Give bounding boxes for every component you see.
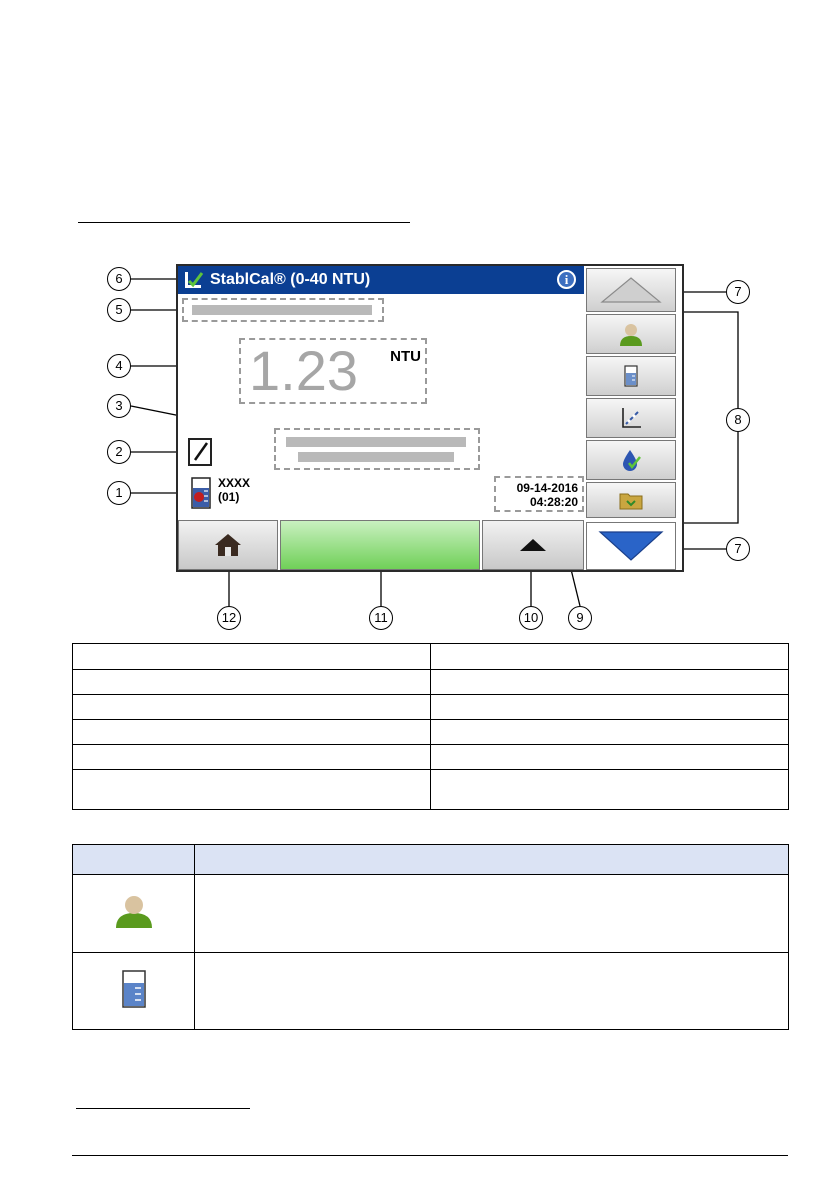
title-bar — [178, 266, 584, 294]
callout-7-top: 7 — [726, 280, 750, 304]
folder-icon — [619, 490, 643, 510]
legend-table — [72, 643, 789, 810]
sample-id-number: (01) — [218, 490, 240, 504]
table-row — [73, 670, 789, 695]
instruction-area — [274, 428, 480, 470]
scroll-down-button[interactable] — [586, 522, 676, 570]
table-row — [73, 720, 789, 745]
status-placeholder-bar — [192, 305, 372, 315]
sample-id-name: XXXX — [218, 476, 251, 490]
triangle-up-icon — [600, 276, 662, 304]
date-time — [494, 476, 584, 512]
icon-table — [72, 844, 789, 1030]
reading-value: 1.23 — [249, 339, 358, 402]
time-text: 04:28:20 — [529, 495, 578, 509]
reading-area — [239, 338, 427, 404]
instrument-screen — [176, 264, 684, 572]
user-icon — [114, 893, 154, 929]
table-row — [73, 953, 789, 1030]
callout-4: 4 — [107, 354, 131, 378]
sample-button[interactable] — [586, 356, 676, 396]
verification-button[interactable] — [586, 440, 676, 480]
status-area — [182, 298, 384, 322]
callout-9: 9 — [568, 606, 592, 630]
callout-5: 5 — [107, 298, 131, 322]
scroll-up-button[interactable] — [586, 268, 676, 312]
footer-rule — [72, 1155, 788, 1156]
calibration-button[interactable] — [586, 398, 676, 438]
callout-3: 3 — [107, 394, 131, 418]
callout-1: 1 — [107, 481, 131, 505]
callout-10: 10 — [519, 606, 543, 630]
sample-vial-icon — [121, 969, 147, 1009]
table-row — [73, 644, 789, 670]
triangle-down-icon — [598, 530, 664, 562]
calibration-check-icon — [183, 270, 205, 290]
screen-title: StablCal® (0-40 NTU) — [210, 271, 371, 288]
options-button[interactable] — [482, 520, 584, 570]
table-row — [73, 695, 789, 720]
callout-7-bottom: 7 — [726, 537, 750, 561]
info-icon[interactable]: i — [557, 270, 576, 289]
sample-vial-icon — [624, 365, 638, 387]
sample-id — [218, 476, 250, 504]
calibration-curve-icon — [620, 407, 642, 429]
callout-2: 2 — [107, 440, 131, 464]
callout-12: 12 — [217, 606, 241, 630]
table-row — [73, 875, 789, 953]
callout-6: 6 — [107, 267, 131, 291]
callout-11: 11 — [369, 606, 393, 630]
note-icon[interactable] — [188, 438, 212, 466]
home-button[interactable] — [178, 520, 278, 570]
date-text: 09-14-2016 — [516, 481, 578, 495]
table-row — [73, 745, 789, 770]
footnote-rule — [76, 1108, 250, 1109]
instruction-placeholder-bar-2 — [298, 452, 454, 462]
user-icon — [618, 321, 644, 347]
callout-8: 8 — [726, 408, 750, 432]
sample-bottle-icon[interactable] — [190, 476, 212, 510]
arrow-up-icon — [519, 538, 547, 552]
start-button[interactable] — [280, 520, 480, 570]
data-log-button[interactable] — [586, 482, 676, 518]
verification-drop-icon — [620, 448, 642, 472]
user-button[interactable] — [586, 314, 676, 354]
table-row — [73, 770, 789, 810]
home-icon — [213, 532, 243, 558]
instruction-placeholder-bar-1 — [286, 437, 466, 447]
pencil-icon — [190, 440, 210, 464]
table-header-row — [73, 845, 789, 875]
reading-unit: NTU — [390, 348, 421, 365]
